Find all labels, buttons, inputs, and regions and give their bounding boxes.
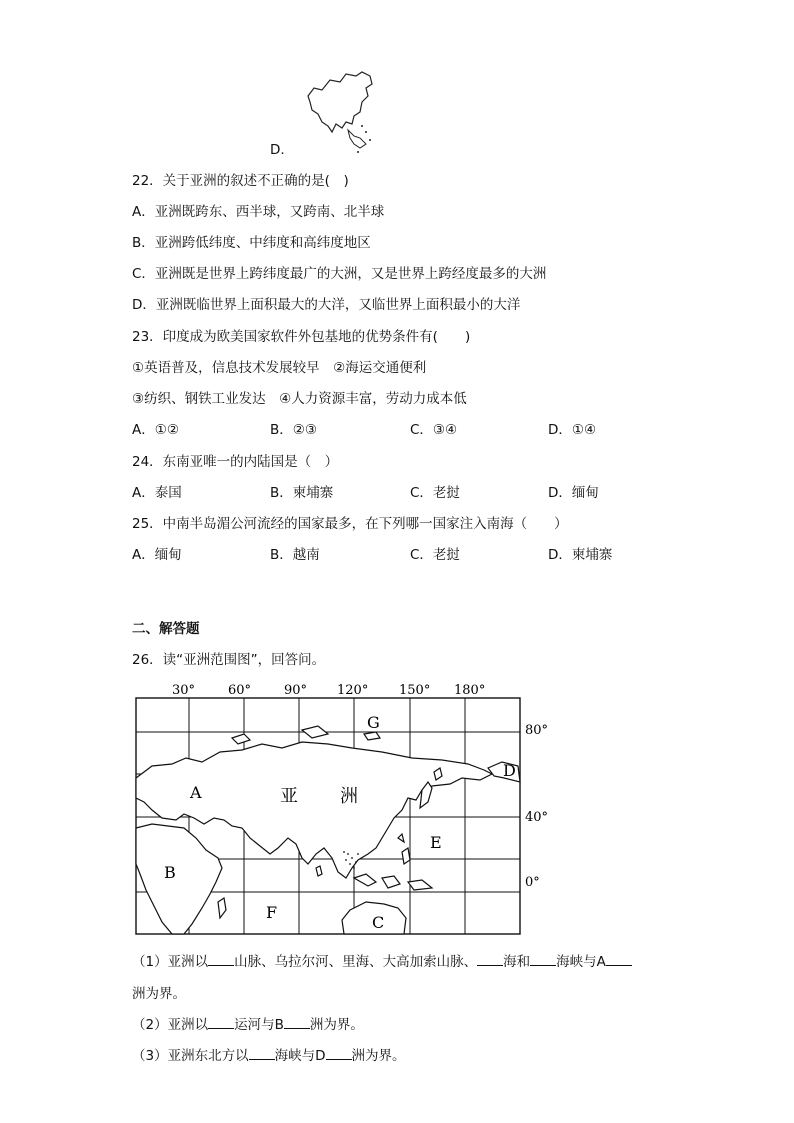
lon-label-30: 30° — [172, 683, 196, 698]
map-letter-a: A — [190, 783, 202, 802]
q25-option-b: B．越南 — [270, 547, 320, 563]
map-letter-f: F — [266, 903, 278, 922]
q1-blank-3[interactable] — [530, 953, 556, 966]
lon-label-90: 90° — [284, 683, 308, 698]
asia-outline-thumbnail — [300, 66, 380, 156]
lat-label-40: 40° — [525, 810, 549, 825]
q23-option-d: D．①④ — [548, 422, 597, 438]
lon-label-150: 150° — [399, 683, 431, 698]
question-25-stem: 25．中南半岛湄公河流经的国家最多，在下列哪一国家注入南海（ ） — [132, 516, 568, 532]
option-d-label: D. — [270, 142, 285, 158]
q2-blank-2[interactable] — [284, 1016, 310, 1029]
fill-in-q3 — [132, 1047, 406, 1065]
q1-blank-2[interactable] — [477, 953, 503, 966]
lon-label-180: 180° — [454, 683, 486, 698]
q1-blank-1[interactable] — [208, 953, 234, 966]
q2-text-3: 洲为界。 — [309, 1017, 364, 1033]
q24-option-d: D．缅甸 — [548, 485, 599, 501]
q2-text-2: 运河与B — [234, 1017, 284, 1033]
q3-blank-2[interactable] — [326, 1047, 352, 1060]
q24-option-b: B．柬埔寨 — [270, 485, 334, 501]
lat-label-0: 0° — [525, 875, 540, 890]
q25-option-c: C．老挝 — [410, 547, 460, 563]
q2-blank-1[interactable] — [208, 1016, 234, 1029]
question-26-stem: 26．读“亚洲范围图”，回答问。 — [132, 652, 326, 668]
q22-option-d: D．亚洲既临世界上面积最大的大洋，又临世界上面积最小的大洋 — [132, 297, 521, 313]
question-24-stem: 24．东南亚唯一的内陆国是（ ） — [132, 454, 339, 470]
question-22-stem: 22．关于亚洲的叙述不正确的是( ) — [132, 173, 349, 189]
q1-text-4: 海峡与A — [556, 954, 606, 970]
q23-conditions-1: ①英语普及，信息技术发展较早 ②海运交通便利 — [132, 360, 427, 376]
q1-text-2: 山脉、乌拉尔河、里海、大高加索山脉、 — [234, 954, 478, 970]
landmass — [136, 726, 520, 934]
section-title: 二、解答题 — [132, 621, 200, 637]
q1-blank-4[interactable] — [606, 953, 632, 966]
q1-text-1: （1）亚洲以 — [132, 954, 209, 970]
q23-conditions-2: ③纺织、钢铁工业发达 ④人力资源丰富，劳动力成本低 — [132, 391, 467, 407]
continent-label-1: 亚 — [280, 786, 298, 807]
fill-in-q1 — [132, 953, 632, 971]
continent-label-2: 洲 — [340, 786, 358, 807]
lon-label-60: 60° — [228, 683, 252, 698]
q22-option-b: B．亚洲跨低纬度、中纬度和高纬度地区 — [132, 235, 371, 251]
q23-option-a: A．①② — [132, 422, 179, 438]
q3-text-3: 洲为界。 — [351, 1048, 406, 1064]
lon-label-120: 120° — [337, 683, 369, 698]
map-letter-b: B — [164, 863, 176, 882]
q25-option-d: D．柬埔寨 — [548, 547, 613, 563]
q24-option-c: C．老挝 — [410, 485, 460, 501]
q22-option-a: A．亚洲既跨东、西半球，又跨南、北半球 — [132, 204, 385, 220]
q23-option-c: C．③④ — [410, 422, 458, 438]
q3-text-1: （3）亚洲东北方以 — [132, 1048, 249, 1064]
q24-option-a: A．泰国 — [132, 485, 182, 501]
q2-text-1: （2）亚洲以 — [132, 1017, 209, 1033]
map-letter-c: C — [372, 913, 385, 932]
map-letter-g: G — [367, 713, 380, 732]
q23-option-b: B．②③ — [270, 422, 317, 438]
q25-option-a: A．缅甸 — [132, 547, 182, 563]
q3-text-2: 海峡与D — [274, 1048, 326, 1064]
q1-text-3: 海和 — [503, 954, 531, 970]
q3-blank-1[interactable] — [249, 1047, 275, 1060]
fill-in-q1-cont: 洲为界。 — [132, 986, 186, 1002]
map-letter-e: E — [430, 833, 442, 852]
fill-in-q2 — [132, 1016, 364, 1034]
map-letter-d: D — [503, 761, 516, 780]
lat-label-80: 80° — [525, 723, 549, 738]
q22-option-c: C．亚洲既是世界上跨纬度最广的大洲，又是世界上跨经度最多的大洲 — [132, 266, 547, 282]
asia-range-map — [132, 678, 552, 940]
question-23-stem: 23．印度成为欧美国家软件外包基地的优势条件有( ) — [132, 329, 471, 345]
